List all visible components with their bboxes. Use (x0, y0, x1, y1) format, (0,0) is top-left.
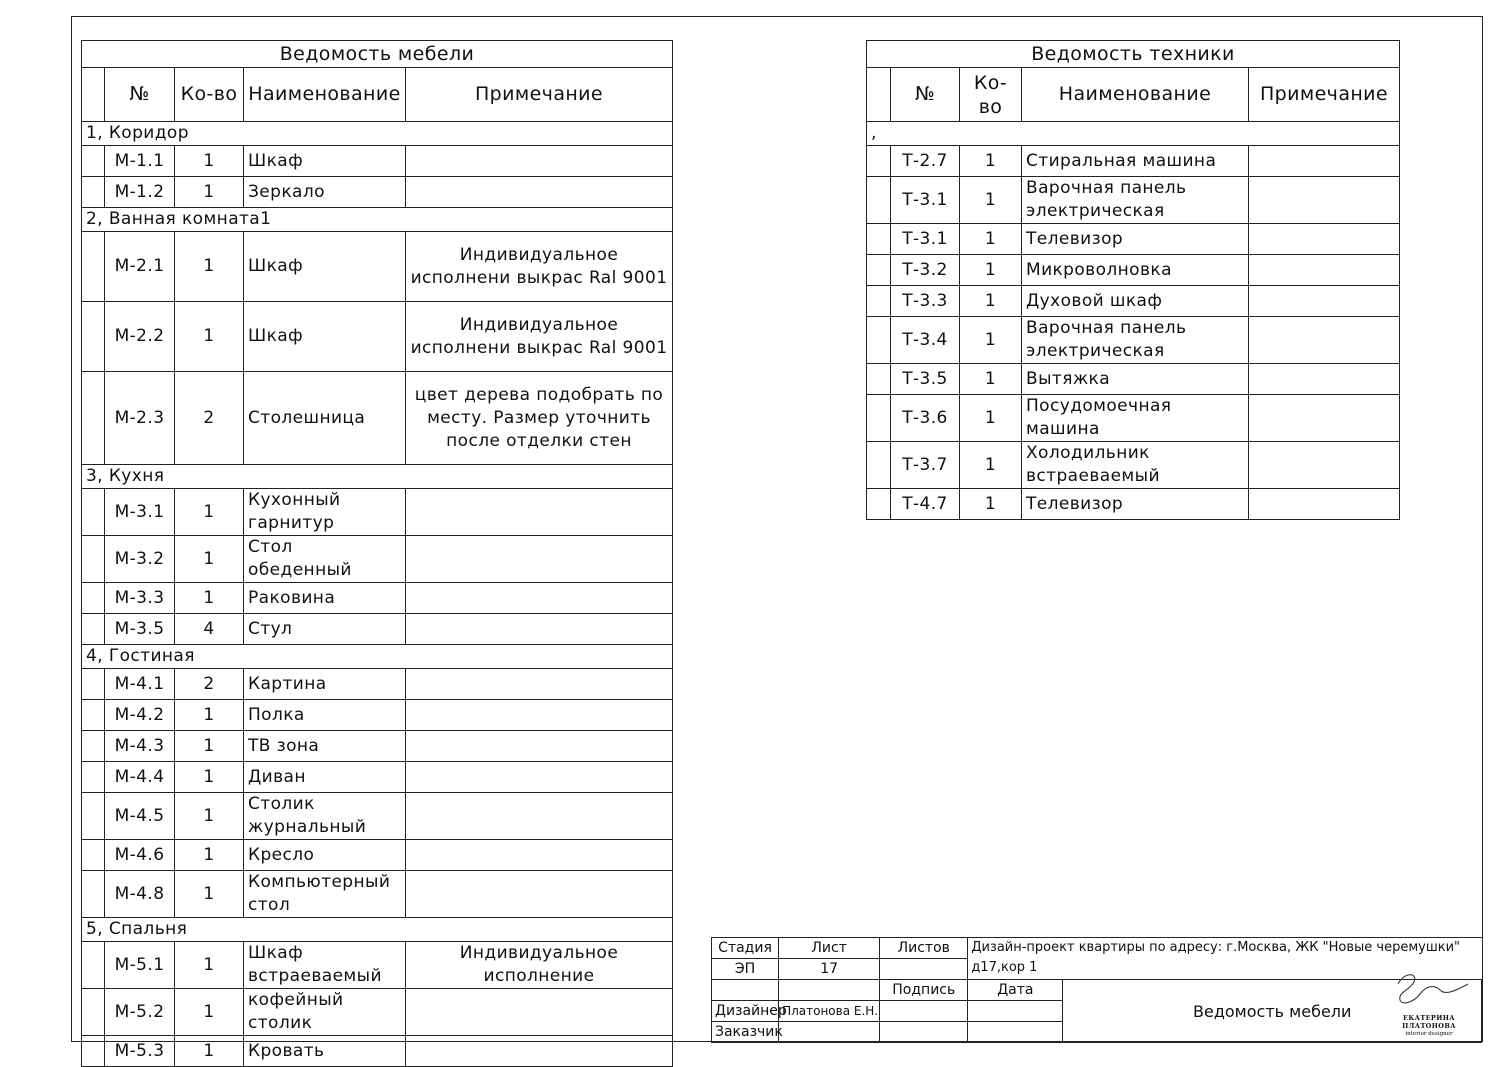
row-name: Столик журнальный (244, 793, 406, 840)
row-name: Зеркало (244, 177, 406, 208)
row-name: Раковина (244, 583, 406, 614)
row-num: Т-3.1 (891, 177, 960, 224)
row-num: М-3.2 (105, 536, 175, 583)
header-qty: Ко-во (960, 68, 1022, 122)
row-num: Т-3.4 (891, 317, 960, 364)
table-row (82, 372, 673, 465)
row-num: Т-3.7 (891, 442, 960, 489)
row-note (406, 700, 673, 731)
table-row (867, 442, 1400, 489)
indent-cell (82, 614, 105, 645)
row-note: цвет дерева подобрать по месту. Размер уточнить после отделки стен (406, 372, 673, 465)
indent-cell (867, 286, 891, 317)
table-row (82, 489, 673, 536)
project-description: Дизайн-проект квартиры по адресу: г.Москва, ЖК "Новые черемушки" д17,кор 1 (968, 938, 1482, 980)
row-note (406, 731, 673, 762)
designer-label: Дизайнер (712, 1001, 779, 1022)
indent-cell (82, 762, 105, 793)
row-note: Индивидуальное исполнение (406, 942, 673, 989)
row-num: Т-3.2 (891, 255, 960, 286)
indent-cell (867, 317, 891, 364)
header-name: Наименование (244, 68, 406, 122)
row-note (1249, 489, 1400, 520)
indent-cell (82, 489, 105, 536)
row-note: Индивидуальное исполнени выкрас Ral 9001 (406, 302, 673, 372)
row-name: Столешница (244, 372, 406, 465)
row-note (1249, 146, 1400, 177)
row-name: Кровать (244, 1036, 406, 1067)
row-num: М-5.2 (105, 989, 175, 1036)
section-label: 5, Спальня (82, 918, 673, 942)
row-num: М-2.2 (105, 302, 175, 372)
table-row (82, 232, 673, 302)
customer-label: Заказчик (712, 1022, 779, 1043)
table-row (82, 1036, 673, 1067)
table-row (867, 224, 1400, 255)
row-qty: 1 (175, 232, 244, 302)
indent-cell (867, 489, 891, 520)
indent-cell (82, 989, 105, 1036)
row-qty: 1 (175, 489, 244, 536)
table-row (867, 317, 1400, 364)
table-row (82, 871, 673, 918)
row-note: Индивидуальное исполнени выкрас Ral 9001 (406, 232, 673, 302)
row-note (1249, 286, 1400, 317)
appliance-schedule-table (866, 40, 1400, 520)
row-name: Стул (244, 614, 406, 645)
table-row (867, 364, 1400, 395)
row-num: М-4.6 (105, 840, 175, 871)
table-row (82, 989, 673, 1036)
table-row (867, 177, 1400, 224)
row-name: Диван (244, 762, 406, 793)
row-note (406, 177, 673, 208)
indent-cell (82, 1036, 105, 1067)
header-name: Наименование (1022, 68, 1249, 122)
row-num: М-4.8 (105, 871, 175, 918)
row-num: М-2.1 (105, 232, 175, 302)
table-row (867, 395, 1400, 442)
row-num: М-4.5 (105, 793, 175, 840)
indent-cell (82, 840, 105, 871)
row-name: Шкаф (244, 302, 406, 372)
sheet-value: 17 (779, 959, 880, 980)
logo-name-first: ЕКАТЕРИНА (1402, 1014, 1456, 1022)
row-name: Микроволновка (1022, 255, 1249, 286)
section-row (82, 645, 673, 669)
row-qty: 1 (175, 793, 244, 840)
table-row (82, 146, 673, 177)
row-qty: 1 (960, 364, 1022, 395)
row-qty: 4 (175, 614, 244, 645)
indent-cell (867, 364, 891, 395)
indent-cell (867, 146, 891, 177)
row-num: Т-3.5 (891, 364, 960, 395)
row-note (1249, 224, 1400, 255)
row-note (406, 146, 673, 177)
row-note (406, 583, 673, 614)
row-num: М-4.3 (105, 731, 175, 762)
row-note (406, 1036, 673, 1067)
indent-cell (82, 871, 105, 918)
row-qty: 1 (175, 536, 244, 583)
section-label: 3, Кухня (82, 465, 673, 489)
row-qty: 1 (960, 442, 1022, 489)
title-block (711, 937, 1482, 1043)
table-row (82, 669, 673, 700)
table-row (82, 840, 673, 871)
signature-mark-icon (1384, 954, 1474, 1014)
row-qty: 2 (175, 669, 244, 700)
row-num: М-5.1 (105, 942, 175, 989)
row-note (406, 840, 673, 871)
indent-cell (82, 793, 105, 840)
table-row (82, 942, 673, 989)
section-label: 4, Гостиная (82, 645, 673, 669)
header-note: Примечание (1249, 68, 1400, 122)
indent-cell (82, 669, 105, 700)
row-qty: 1 (175, 302, 244, 372)
row-num: Т-3.6 (891, 395, 960, 442)
row-name: Вытяжка (1022, 364, 1249, 395)
row-name: Кресло (244, 840, 406, 871)
row-num: М-3.5 (105, 614, 175, 645)
table-row (867, 286, 1400, 317)
header-num: № (105, 68, 175, 122)
row-qty: 1 (175, 583, 244, 614)
indent-cell (82, 700, 105, 731)
indent-cell (82, 302, 105, 372)
row-qty: 1 (175, 177, 244, 208)
row-qty: 1 (960, 395, 1022, 442)
row-note (1249, 364, 1400, 395)
row-name: Шкаф (244, 146, 406, 177)
row-num: Т-4.7 (891, 489, 960, 520)
row-qty: 1 (960, 224, 1022, 255)
indent-cell (867, 395, 891, 442)
row-note (1249, 255, 1400, 286)
row-name: Стол обеденный (244, 536, 406, 583)
row-note (406, 489, 673, 536)
row-note (406, 871, 673, 918)
row-qty: 1 (175, 989, 244, 1036)
row-num: М-4.4 (105, 762, 175, 793)
row-qty: 1 (175, 146, 244, 177)
row-name: Шкаф встраеваемый (244, 942, 406, 989)
row-name: ТВ зона (244, 731, 406, 762)
section-row (82, 208, 673, 232)
sheet-name: Ведомость мебели (1063, 980, 1482, 1043)
indent-cell (867, 177, 891, 224)
row-qty: 1 (960, 286, 1022, 317)
table-row (867, 146, 1400, 177)
row-num: Т-2.7 (891, 146, 960, 177)
table-row (867, 255, 1400, 286)
table-row (867, 489, 1400, 520)
row-qty: 1 (960, 317, 1022, 364)
designer-name: Платонова Е.Н. (779, 1001, 880, 1022)
indent-cell (82, 731, 105, 762)
row-name: Телевизор (1022, 224, 1249, 255)
row-num: М-1.1 (105, 146, 175, 177)
row-note (406, 536, 673, 583)
indent-cell (82, 146, 105, 177)
row-qty: 1 (960, 177, 1022, 224)
header-note: Примечание (406, 68, 673, 122)
designer-logo (1380, 942, 1478, 1038)
row-note (406, 793, 673, 840)
furniture-schedule-table (81, 40, 673, 1067)
row-qty: 1 (175, 942, 244, 989)
row-qty: 1 (960, 146, 1022, 177)
indent-cell (82, 583, 105, 614)
table-row (82, 793, 673, 840)
signature-label: Подпись (880, 980, 968, 1001)
row-note (406, 669, 673, 700)
section-row (82, 918, 673, 942)
logo-name-last: ПЛАТОНОВА (1402, 1022, 1456, 1030)
header-qty: Ко-во (175, 68, 244, 122)
section-label: , (867, 122, 1400, 146)
row-note (406, 762, 673, 793)
row-name: Посудомоечная машина (1022, 395, 1249, 442)
date-label: Дата (968, 980, 1063, 1001)
row-qty: 1 (960, 255, 1022, 286)
row-num: М-3.1 (105, 489, 175, 536)
row-qty: 1 (175, 731, 244, 762)
row-num: М-5.3 (105, 1036, 175, 1067)
row-name: Компьютерный стол (244, 871, 406, 918)
row-num: М-2.3 (105, 372, 175, 465)
row-num: М-4.1 (105, 669, 175, 700)
indent-cell (82, 536, 105, 583)
furniture-table-title: Ведомость мебели (82, 41, 673, 68)
stage-value: ЭП (712, 959, 779, 980)
row-name: Холодильник встраеваемый (1022, 442, 1249, 489)
sheets-label: Листов (880, 938, 968, 959)
indent-cell (82, 232, 105, 302)
row-note (1249, 442, 1400, 489)
table-row (82, 177, 673, 208)
section-label: 1, Коридор (82, 122, 673, 146)
row-num: М-4.2 (105, 700, 175, 731)
row-num: Т-3.1 (891, 224, 960, 255)
row-name: Полка (244, 700, 406, 731)
row-name: Варочная панель электрическая (1022, 177, 1249, 224)
row-qty: 1 (175, 1036, 244, 1067)
row-num: М-3.3 (105, 583, 175, 614)
section-row (82, 465, 673, 489)
table-row (82, 614, 673, 645)
table-row (82, 700, 673, 731)
row-num: М-1.2 (105, 177, 175, 208)
indent-cell (82, 177, 105, 208)
logo-subtitle: interior designer (1405, 1031, 1453, 1037)
indent-cell (867, 442, 891, 489)
indent-cell (82, 372, 105, 465)
row-name: Варочная панель электрическая (1022, 317, 1249, 364)
indent-cell (867, 224, 891, 255)
row-name: Телевизор (1022, 489, 1249, 520)
stage-label: Стадия (712, 938, 779, 959)
appliance-table-title: Ведомость техники (867, 41, 1400, 68)
row-qty: 2 (175, 372, 244, 465)
table-row (82, 731, 673, 762)
table-row (82, 536, 673, 583)
row-note (1249, 317, 1400, 364)
row-note (1249, 177, 1400, 224)
header-num: № (891, 68, 960, 122)
row-name: Духовой шкаф (1022, 286, 1249, 317)
row-num: Т-3.3 (891, 286, 960, 317)
indent-cell (867, 255, 891, 286)
table-row (82, 762, 673, 793)
row-qty: 1 (175, 840, 244, 871)
row-qty: 1 (175, 871, 244, 918)
sheet-label: Лист (779, 938, 880, 959)
row-note (406, 614, 673, 645)
section-row (82, 122, 673, 146)
row-name: Стиральная машина (1022, 146, 1249, 177)
row-qty: 1 (960, 489, 1022, 520)
row-name: Шкаф (244, 232, 406, 302)
row-name: Кухонный гарнитур (244, 489, 406, 536)
row-name: кофейный столик (244, 989, 406, 1036)
table-row (82, 302, 673, 372)
section-label: 2, Ванная комната1 (82, 208, 673, 232)
table-row (82, 583, 673, 614)
row-qty: 1 (175, 762, 244, 793)
row-note (1249, 395, 1400, 442)
row-name: Картина (244, 669, 406, 700)
row-qty: 1 (175, 700, 244, 731)
row-note (406, 989, 673, 1036)
indent-cell (82, 942, 105, 989)
